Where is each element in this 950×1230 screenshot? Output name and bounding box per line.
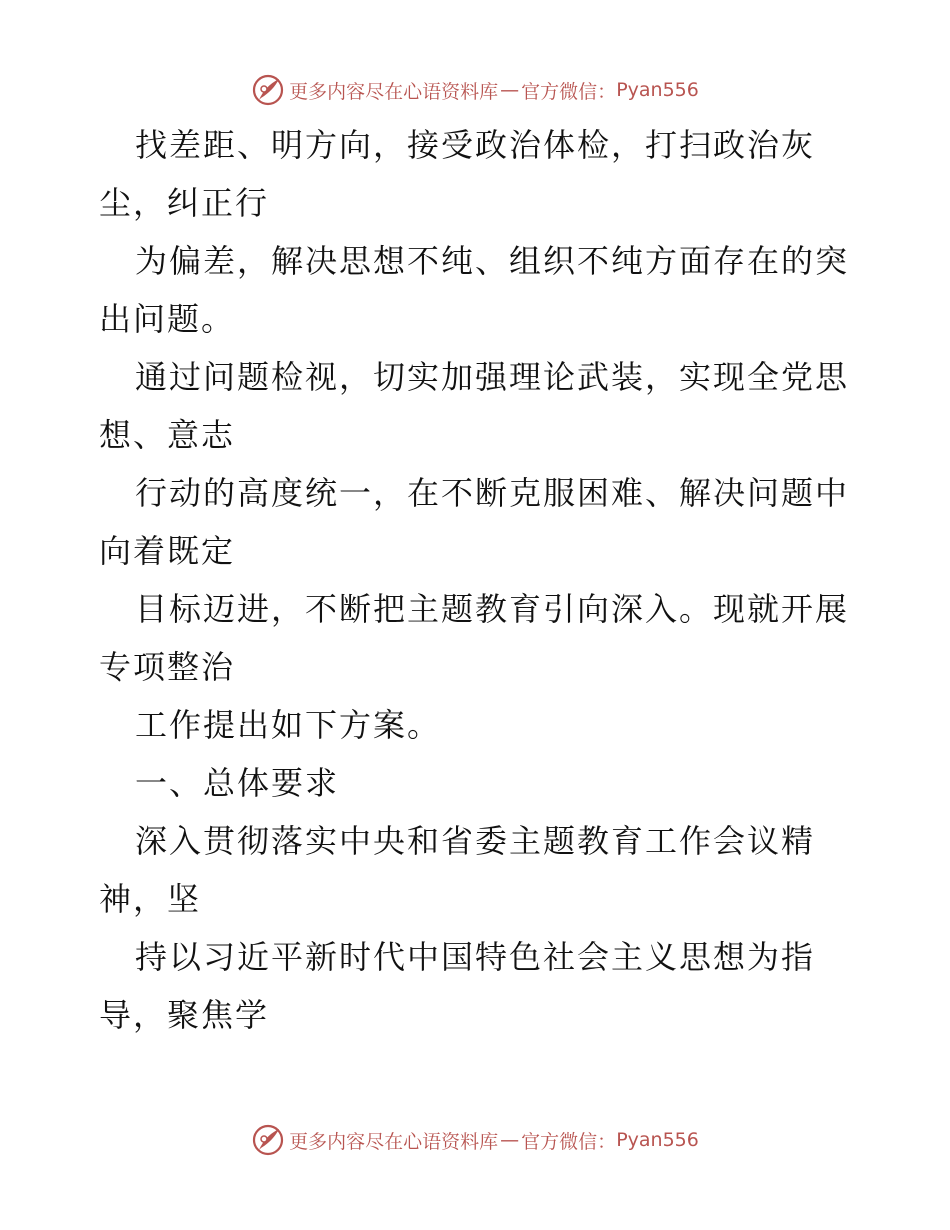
text-line: 为偏差，解决思想不纯、组织不纯方面存在的突	[135, 242, 850, 280]
header-watermark	[0, 70, 950, 110]
quill-logo-icon	[251, 1123, 285, 1157]
text-line: 通过问题检视，切实加强理论武装，实现全党思	[135, 358, 850, 396]
watermark-dash: —	[500, 79, 520, 101]
text-line: 持以习近平新时代中国特色社会主义思想为指	[135, 938, 816, 976]
watermark-wechat-label: 官方微信：	[521, 1130, 617, 1153]
text-line: 神，坚	[99, 880, 202, 918]
text-line: 目标迈进，不断把主题教育引向深入。现就开展	[135, 590, 850, 628]
watermark-dash: —	[500, 1129, 520, 1151]
watermark-library-text: 更多内容尽在心语资料库	[289, 80, 499, 103]
watermark-library-text: 更多内容尽在心语资料库	[289, 1130, 499, 1153]
watermark-wechat-id: Pyan556	[616, 79, 699, 101]
text-line: 出问题。	[99, 300, 236, 338]
text-line: 导，聚焦学	[99, 996, 270, 1034]
text-line: 一、总体要求	[135, 764, 340, 802]
text-line: 找差距、明方向，接受政治体检，打扫政治灰	[135, 126, 816, 164]
text-line: 工作提出如下方案。	[135, 706, 442, 744]
footer-watermark	[0, 1120, 950, 1160]
text-line: 深入贯彻落实中央和省委主题教育工作会议精	[135, 822, 816, 860]
quill-logo-icon	[251, 73, 285, 107]
text-line: 尘，纠正行	[99, 184, 270, 222]
watermark-wechat-id: Pyan556	[616, 1129, 699, 1151]
text-line: 专项整治	[99, 648, 236, 686]
document-body	[0, 116, 950, 1044]
text-line: 想、意志	[99, 416, 236, 454]
text-line: 向着既定	[99, 532, 236, 570]
text-line: 行动的高度统一，在不断克服困难、解决问题中	[135, 474, 850, 512]
watermark-wechat-label: 官方微信：	[521, 80, 617, 103]
